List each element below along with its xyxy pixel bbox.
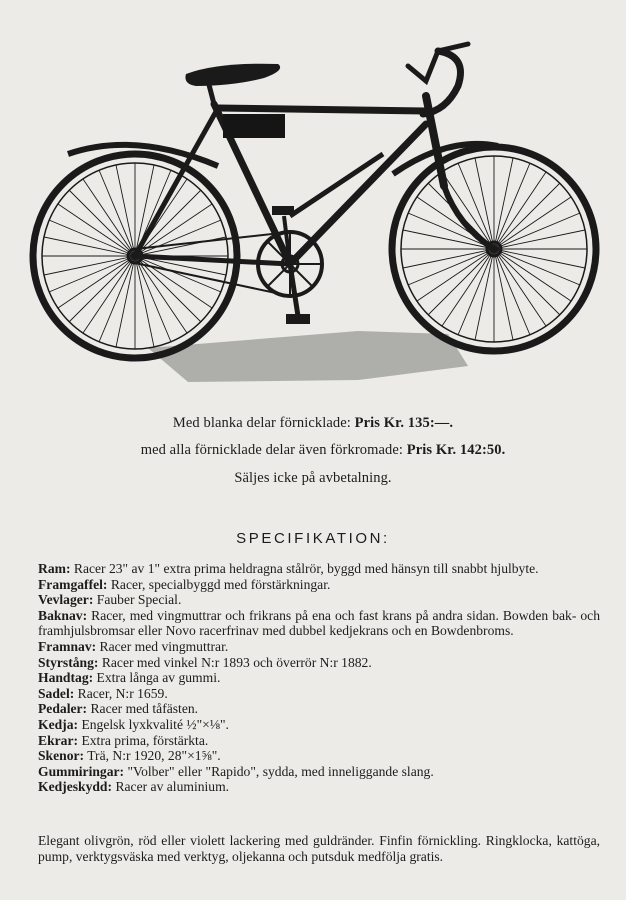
spec-heading: SPECIFIKATION: [236,530,390,547]
spec-label: Ekrar: [38,732,79,748]
spec-row-handlebar [38,655,600,671]
spec-row-tires [38,764,600,780]
spec-value: Racer av aluminium. [115,779,230,795]
spec-row-spokes [38,733,600,749]
saddle [185,64,280,86]
spec-row-chainguard [38,779,600,795]
spec-label: Skenor: [38,748,85,764]
spec-label: Ram: [38,561,71,576]
spec-value: Fauber Special. [96,592,182,608]
spec-label: Vevlager: [38,592,94,608]
spec-value: Racer, specialbyggd med förstärkningar. [110,576,331,592]
spec-row-bottom-bracket [38,592,600,608]
spec-value: "Volber" eller "Rapido", sydda, med inneliggande slang. [127,763,434,779]
spec-value: Racer, med vingmuttrar och frikrans på ena och fast krans på andra sidan. Bowden bak- och framhjulsbromsar eller Novo racerfrinav med dubbel kedjekrans och en Bowdenbroms. [38,607,600,639]
tool-bag [223,114,285,138]
spec-value: Racer, N:r 1659. [77,685,168,701]
spec-label: Kedja: [38,716,79,732]
spec-value: Racer med vingmuttrar. [99,638,229,654]
spec-list [38,561,600,795]
spec-value: Trä, N:r 1920, 28"×1⅝". [87,748,221,764]
spec-row-rear-hub [38,608,600,639]
spec-label: Baknav: [38,607,88,623]
racer-bicycle-illustration [28,26,603,386]
price-line-chrome-text: med alla förnicklade delar även förkromade: [140,442,404,458]
spec-value: Racer med vinkel N:r 1893 och överrör N:r 1882. [101,654,372,670]
spec-label: Framgaffel: [38,576,108,592]
spec-label: Handtag: [38,670,94,686]
price-nickel: Pris Kr. 135:—. [354,415,454,431]
installment-note: Säljes icke på avbetalning. [234,470,392,486]
spec-label: Sadel: [38,685,75,701]
spec-label: Gummiringar: [38,763,125,779]
spec-label: Styrstång: [38,654,99,670]
price-line-nickel [0,415,626,432]
spec-value: Racer 23" av 1" extra prima heldragna stålrör, byggd med hänsyn till snabbt hjulbyte. [73,561,539,576]
spec-value: Extra långa av gummi. [96,670,221,686]
spec-row-frame [38,561,600,577]
spec-value: Extra prima, förstärkta. [81,732,209,748]
spec-row-fork [38,577,600,593]
spec-row-chain [38,717,600,733]
spec-value: Engelsk lyxkvalité ½"×⅛". [81,716,229,732]
spec-row-saddle [38,686,600,702]
spec-label: Framnav: [38,638,97,654]
closing-paragraph: Elegant olivgrön, röd eller violett lackering med guldränder. Finfin förnickling. Ringklocka, kattöga, pump, verktygsväska med verktyg, oljekanna och putsduk medfölja gratis. [38,833,600,864]
spec-row-grips [38,670,600,686]
spec-value: Racer med tåfästen. [90,701,199,717]
spec-row-pedals [38,701,600,717]
spec-row-front-hub [38,639,600,655]
spec-row-rims [38,748,600,764]
price-line-chrome [20,442,626,459]
spec-label: Pedaler: [38,701,88,717]
price-chrome: Pris Kr. 142:50. [406,442,506,458]
price-line-nickel-text: Med blanka delar förnicklade: [172,415,351,431]
spec-label: Kedjeskydd: [38,779,113,795]
